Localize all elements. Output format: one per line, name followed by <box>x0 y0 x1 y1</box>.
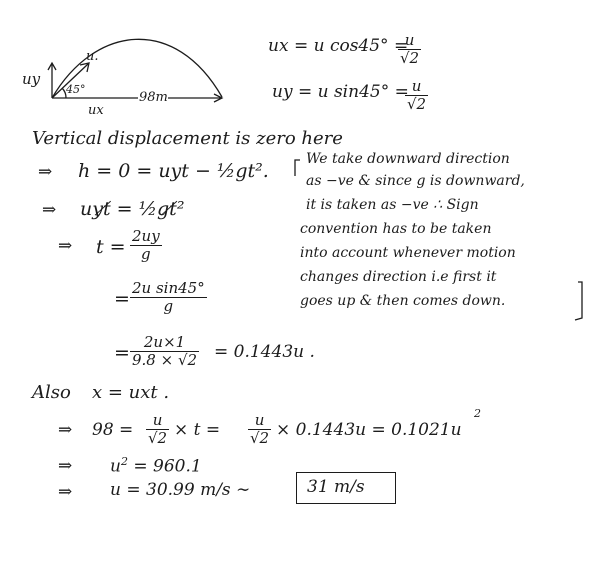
uy-fraction-den: √2 <box>407 94 427 113</box>
note-line-7: goes up & then comes down. <box>300 293 506 309</box>
step3-den: g <box>141 244 151 263</box>
step6-arrow: ⇒ <box>58 420 73 440</box>
step3-lhs: t = <box>96 236 126 258</box>
uy-fraction-num: u <box>405 78 428 96</box>
note-line-4: convention has to be taken <box>300 221 492 237</box>
also-equation: x = uxt . <box>92 382 170 403</box>
step5-den: 9.8 × √2 <box>132 350 198 369</box>
step5-num: 2u×1 <box>130 334 199 352</box>
step6-fraction-1 <box>146 412 169 446</box>
angle-label: 45° <box>66 83 86 96</box>
step4-den: g <box>163 296 174 315</box>
step8-arrow: ⇒ <box>58 482 73 502</box>
note-line-3: it is taken as −ve ∴ Sign <box>306 197 479 213</box>
step1-equation: h = 0 = uyt − ½gt². <box>78 160 269 182</box>
step7-arrow: ⇒ <box>58 456 73 476</box>
step6-num2: u <box>248 412 271 430</box>
ux-fraction-num: u <box>398 32 421 50</box>
note-line-6: changes direction i.e first it <box>300 269 497 285</box>
step2-arrow: ⇒ <box>42 200 57 220</box>
note-line-5: into account whenever motion <box>300 245 516 261</box>
step6-mid1: × t = <box>174 420 221 440</box>
step3-num: 2uy <box>132 227 160 245</box>
step5-result: = 0.1443u . <box>214 342 315 362</box>
ux-equation: ux = u cos45° = <box>268 36 409 56</box>
step6-den1: √2 <box>148 428 168 447</box>
step3-fraction <box>130 228 162 262</box>
step2-equation: uyt̸ = ½gt̸² <box>80 198 185 220</box>
uy-equation: uy = u sin45° = <box>272 82 409 102</box>
ux-label: ux <box>88 103 104 118</box>
step6-exponent: 2 <box>474 407 481 420</box>
step5-fraction <box>130 334 199 368</box>
step6-lhs: 98 = <box>92 420 134 440</box>
step1-arrow: ⇒ <box>38 162 53 182</box>
step4-lhs: = <box>114 288 130 310</box>
u-label: u. <box>86 49 99 64</box>
step8-equation: u = 30.99 m/s ∼ <box>110 480 251 500</box>
uy-fraction <box>405 78 428 112</box>
step6-fraction-2 <box>248 412 271 446</box>
final-answer: 31 m/s <box>307 477 365 497</box>
ux-fraction-den: √2 <box>400 48 420 67</box>
step6-den2: √2 <box>250 428 270 447</box>
step6-num1: u <box>146 412 169 430</box>
note-bracket-open <box>295 160 300 176</box>
range-label: 98m <box>139 90 168 105</box>
also-label: Also <box>32 382 71 403</box>
step7-exponent: 2 <box>120 455 128 468</box>
note-line-2: as −ve & since g is downward, <box>306 173 525 189</box>
step7-equation <box>110 456 202 476</box>
step5-lhs: = <box>114 342 130 364</box>
step4-num: 2u sin45° <box>132 279 205 297</box>
note-bracket-close <box>575 282 582 320</box>
answer-box <box>296 472 396 504</box>
step3-arrow: ⇒ <box>58 236 73 256</box>
vertical-displacement-heading: Vertical displacement is zero here <box>32 128 343 149</box>
step4-fraction <box>130 280 207 314</box>
step6-mid2: × 0.1443u = 0.1021u <box>276 420 462 440</box>
note-line-1: We take downward direction <box>306 151 510 167</box>
ux-fraction <box>398 32 421 66</box>
step7-base: u <box>110 456 121 477</box>
uy-label: uy <box>22 70 41 88</box>
step7-rhs: = 960.1 <box>127 456 202 477</box>
